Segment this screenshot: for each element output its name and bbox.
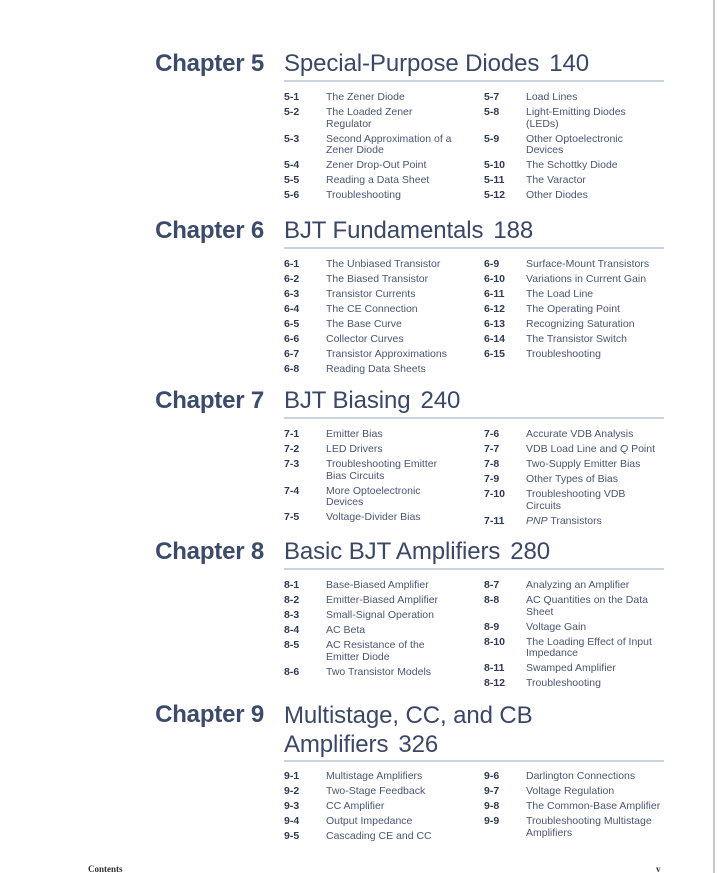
section-title: Multistage Amplifiers xyxy=(326,770,423,782)
section-entry xyxy=(484,459,674,471)
section-entry xyxy=(484,816,674,839)
section-entry xyxy=(284,349,474,361)
section-title: Recognizing Saturation xyxy=(526,318,635,330)
section-entry xyxy=(284,334,474,346)
chapter-page-number: 326 xyxy=(398,731,439,758)
section-entry xyxy=(484,580,674,592)
section-entry xyxy=(284,92,474,104)
section-title: AC Quantities on the Data Sheet xyxy=(526,594,648,618)
section-number: 9-2 xyxy=(284,785,300,797)
section-entry xyxy=(284,816,474,828)
section-title: Troubleshooting xyxy=(526,348,601,360)
section-title: LED Drivers xyxy=(326,443,383,455)
section-title: The Loading Effect of Input Impedance xyxy=(526,635,652,659)
section-title: Accurate VDB Analysis xyxy=(526,428,634,440)
section-entry xyxy=(284,512,474,524)
section-number: 9-9 xyxy=(484,815,500,827)
section-entry xyxy=(484,334,674,346)
chapter-page-number: 240 xyxy=(420,387,461,414)
section-number: 7-1 xyxy=(284,428,300,440)
section-title: Voltage-Divider Bias xyxy=(326,511,421,523)
section-entry xyxy=(284,486,474,509)
section-entry xyxy=(484,259,674,271)
section-entry xyxy=(284,429,474,441)
section-number: 6-1 xyxy=(284,258,300,270)
chapter-rule xyxy=(284,247,664,249)
section-title: Troubleshooting VDB Circuits xyxy=(526,488,626,512)
section-number: 6-6 xyxy=(284,333,300,345)
section-number: 6-15 xyxy=(484,348,506,360)
section-number: 7-6 xyxy=(484,428,500,440)
section-entry xyxy=(484,474,674,486)
section-title: The Operating Point xyxy=(526,303,620,315)
section-number: 9-4 xyxy=(284,815,300,827)
section-number: 6-11 xyxy=(484,288,505,300)
section-title: PNP Transistors xyxy=(526,514,602,527)
section-entry xyxy=(284,274,474,286)
section-entry xyxy=(284,319,474,331)
section-title: Cascading CE and CC xyxy=(326,830,432,842)
page-edge xyxy=(713,0,715,873)
section-number: 9-8 xyxy=(484,800,500,812)
section-title: Base-Biased Amplifier xyxy=(326,579,429,591)
section-title: Darlington Connections xyxy=(526,770,636,782)
chapter-rule xyxy=(284,417,664,419)
section-number: 6-12 xyxy=(484,303,506,315)
section-entry xyxy=(284,625,474,637)
section-title: AC Beta xyxy=(326,624,366,636)
section-number: 9-1 xyxy=(284,770,300,782)
section-number: 8-11 xyxy=(484,662,505,674)
section-number: 5-7 xyxy=(484,91,500,103)
section-entry xyxy=(284,134,474,157)
section-title: The Load Line xyxy=(526,288,594,300)
section-entry xyxy=(284,771,474,783)
section-title: Reading a Data Sheet xyxy=(326,174,430,186)
section-number: 7-11 xyxy=(484,514,505,527)
section-number: 9-3 xyxy=(284,800,300,812)
section-title: Transistor Approximations xyxy=(326,348,447,360)
section-title: Troubleshooting Multistage Amplifiers xyxy=(526,815,652,839)
section-title: The Transistor Switch xyxy=(526,333,627,345)
section-entry xyxy=(284,107,474,130)
section-title: The Unbiased Transistor xyxy=(326,258,441,270)
section-column-right xyxy=(484,771,674,843)
chapter-title-text: Special-Purpose Diodes xyxy=(284,50,540,77)
section-entry xyxy=(284,364,474,376)
chapter-title xyxy=(284,50,664,78)
section-number: 5-2 xyxy=(284,106,300,118)
section-entry xyxy=(284,640,474,663)
section-number: 6-13 xyxy=(484,318,506,330)
chapter-rule xyxy=(284,760,664,762)
section-title: Surface-Mount Transistors xyxy=(526,258,650,270)
section-entry xyxy=(284,190,474,202)
section-number: 8-12 xyxy=(484,677,506,689)
footer-section-title: Contents xyxy=(88,864,123,873)
section-number: 8-7 xyxy=(484,579,500,591)
section-number: 8-10 xyxy=(484,635,506,648)
chapter-title xyxy=(284,217,664,245)
section-column-right xyxy=(484,429,674,531)
chapter-title-text: BJT Fundamentals xyxy=(284,217,484,244)
section-column-right xyxy=(484,92,674,205)
section-number: 8-3 xyxy=(284,609,300,621)
section-entry xyxy=(484,801,674,813)
section-entry xyxy=(484,678,674,690)
section-entry xyxy=(284,786,474,798)
section-title: The Zener Diode xyxy=(326,91,405,103)
section-title: Troubleshooting xyxy=(326,189,401,201)
section-title: CC Amplifier xyxy=(326,800,385,812)
section-entry xyxy=(484,663,674,675)
section-title: The Base Curve xyxy=(326,318,402,330)
section-entry xyxy=(484,349,674,361)
chapter-rule xyxy=(284,80,664,82)
section-column-left xyxy=(284,580,474,682)
section-title: Transistor Currents xyxy=(326,288,416,300)
section-entry xyxy=(284,259,474,271)
section-number: 7-2 xyxy=(284,443,300,455)
section-number: 6-2 xyxy=(284,273,300,285)
section-title: The Biased Transistor xyxy=(326,273,429,285)
section-entry xyxy=(284,667,474,679)
section-title: Load Lines xyxy=(526,91,578,103)
section-number: 8-1 xyxy=(284,579,300,591)
chapter-label: Chapter 7 xyxy=(155,387,264,414)
section-number: 6-3 xyxy=(284,288,300,300)
section-column-left xyxy=(284,92,474,205)
section-number: 5-5 xyxy=(284,174,300,186)
section-number: 6-4 xyxy=(284,303,300,315)
section-number: 8-6 xyxy=(284,665,300,678)
section-number: 8-8 xyxy=(484,594,500,606)
section-title: Collector Curves xyxy=(326,333,404,345)
section-title: Swamped Amplifier xyxy=(526,662,616,674)
chapter-label: Chapter 6 xyxy=(155,217,264,244)
section-number: 6-5 xyxy=(284,318,300,330)
section-entry xyxy=(484,92,674,104)
section-entry xyxy=(484,175,674,187)
section-entry xyxy=(284,160,474,172)
chapter-rule xyxy=(284,568,664,570)
section-entry xyxy=(484,134,674,157)
section-column-left xyxy=(284,771,474,846)
section-number: 9-5 xyxy=(284,830,300,842)
chapter-title-text: BJT Biasing xyxy=(284,387,411,414)
section-entry xyxy=(484,289,674,301)
chapter-title-text: Basic BJT Amplifiers xyxy=(284,538,501,565)
section-title: The Common-Base Amplifier xyxy=(526,800,661,812)
section-number: 5-8 xyxy=(484,106,500,118)
chapter-title xyxy=(284,387,664,415)
chapter-label: Chapter 8 xyxy=(155,538,264,565)
section-number: 9-7 xyxy=(484,785,500,797)
section-number: 7-7 xyxy=(484,443,500,455)
section-number: 7-8 xyxy=(484,458,500,470)
section-entry xyxy=(284,801,474,813)
section-entry xyxy=(484,771,674,783)
section-entry xyxy=(484,622,674,634)
section-title: Second Approximation of a Zener Diode xyxy=(326,132,452,156)
section-entry xyxy=(284,459,474,482)
section-title: Other Optoelectronic Devices xyxy=(526,132,623,156)
section-entry xyxy=(484,429,674,441)
section-title: Reading Data Sheets xyxy=(326,363,426,375)
section-number: 7-10 xyxy=(484,488,506,500)
section-entry xyxy=(484,786,674,798)
section-title: Voltage Gain xyxy=(526,620,587,633)
section-entry xyxy=(284,831,474,843)
section-title: Two Transistor Models xyxy=(326,665,432,678)
section-number: 6-7 xyxy=(284,348,300,360)
chapter-label: Chapter 9 xyxy=(155,701,264,728)
section-entry xyxy=(284,289,474,301)
section-entry xyxy=(284,595,474,607)
section-number: 8-5 xyxy=(284,639,300,651)
chapter-title xyxy=(284,701,584,759)
section-title: AC Resistance of the Emitter Diode xyxy=(326,639,425,663)
section-title: The CE Connection xyxy=(326,303,418,315)
section-number: 7-4 xyxy=(284,484,300,497)
section-title: Troubleshooting Emitter Bias Circuits xyxy=(326,458,438,482)
section-entry xyxy=(484,319,674,331)
chapter-title xyxy=(284,538,664,566)
section-number: 7-5 xyxy=(284,511,300,523)
section-number: 8-4 xyxy=(284,624,300,636)
section-number: 5-3 xyxy=(284,132,300,145)
section-entry xyxy=(484,304,674,316)
section-title: Two-Stage Feedback xyxy=(326,785,426,797)
section-title: Other Types of Bias xyxy=(526,473,619,485)
section-number: 6-8 xyxy=(284,363,300,375)
section-title: VDB Load Line and Q Point xyxy=(526,443,656,455)
section-number: 6-10 xyxy=(484,273,506,285)
section-number: 5-11 xyxy=(484,174,505,186)
section-entry xyxy=(284,610,474,622)
section-title: Troubleshooting xyxy=(526,677,601,689)
section-entry xyxy=(284,175,474,187)
chapter-page-number: 140 xyxy=(549,50,590,77)
section-number: 9-6 xyxy=(484,770,500,782)
section-title: More Optoelectronic Devices xyxy=(326,484,421,508)
section-title: The Schottky Diode xyxy=(526,159,618,171)
section-entry xyxy=(284,580,474,592)
section-column-left xyxy=(284,429,474,527)
section-entry xyxy=(484,637,674,660)
section-number: 5-4 xyxy=(284,159,300,171)
section-title: Analyzing an Amplifier xyxy=(526,579,630,591)
section-number: 5-10 xyxy=(484,159,506,171)
section-number: 8-2 xyxy=(284,594,300,606)
section-entry xyxy=(284,444,474,456)
section-entry xyxy=(484,190,674,202)
section-column-right xyxy=(484,259,674,364)
section-number: 7-9 xyxy=(484,473,500,485)
section-title: The Varactor xyxy=(526,174,586,186)
section-number: 6-9 xyxy=(484,258,500,270)
section-title: Light-Emitting Diodes (LEDs) xyxy=(526,106,626,130)
chapter-page-number: 280 xyxy=(510,538,551,565)
section-title: Voltage Regulation xyxy=(526,785,615,797)
section-title: Two-Supply Emitter Bias xyxy=(526,458,641,470)
section-entry xyxy=(484,444,674,456)
section-title: Zener Drop-Out Point xyxy=(326,159,427,171)
section-entry xyxy=(284,304,474,316)
section-column-left xyxy=(284,259,474,379)
chapter-title-text: Multistage, CC, and CB Amplifiers xyxy=(284,702,533,758)
section-column-right xyxy=(484,580,674,693)
section-title: The Loaded Zener Regulator xyxy=(326,106,413,130)
section-entry xyxy=(484,160,674,172)
section-number: 5-9 xyxy=(484,132,500,145)
section-number: 5-1 xyxy=(284,91,300,103)
section-number: 8-9 xyxy=(484,620,500,633)
section-number: 5-6 xyxy=(284,189,300,201)
chapter-label: Chapter 5 xyxy=(155,50,264,77)
footer-page-number: v xyxy=(656,864,661,873)
chapter-page-number: 188 xyxy=(493,217,534,244)
section-title: Small-Signal Operation xyxy=(326,609,434,621)
section-entry xyxy=(484,516,674,528)
section-number: 6-14 xyxy=(484,333,506,345)
section-number: 7-3 xyxy=(284,458,300,470)
section-title: Emitter-Biased Amplifier xyxy=(326,594,439,606)
section-entry xyxy=(484,107,674,130)
section-title: Output Impedance xyxy=(326,815,413,827)
section-entry xyxy=(484,595,674,618)
section-title: Variations in Current Gain xyxy=(526,273,647,285)
section-title: Other Diodes xyxy=(526,189,588,201)
section-number: 5-12 xyxy=(484,189,506,201)
section-entry xyxy=(484,274,674,286)
section-title: Emitter Bias xyxy=(326,428,383,440)
section-entry xyxy=(484,489,674,512)
